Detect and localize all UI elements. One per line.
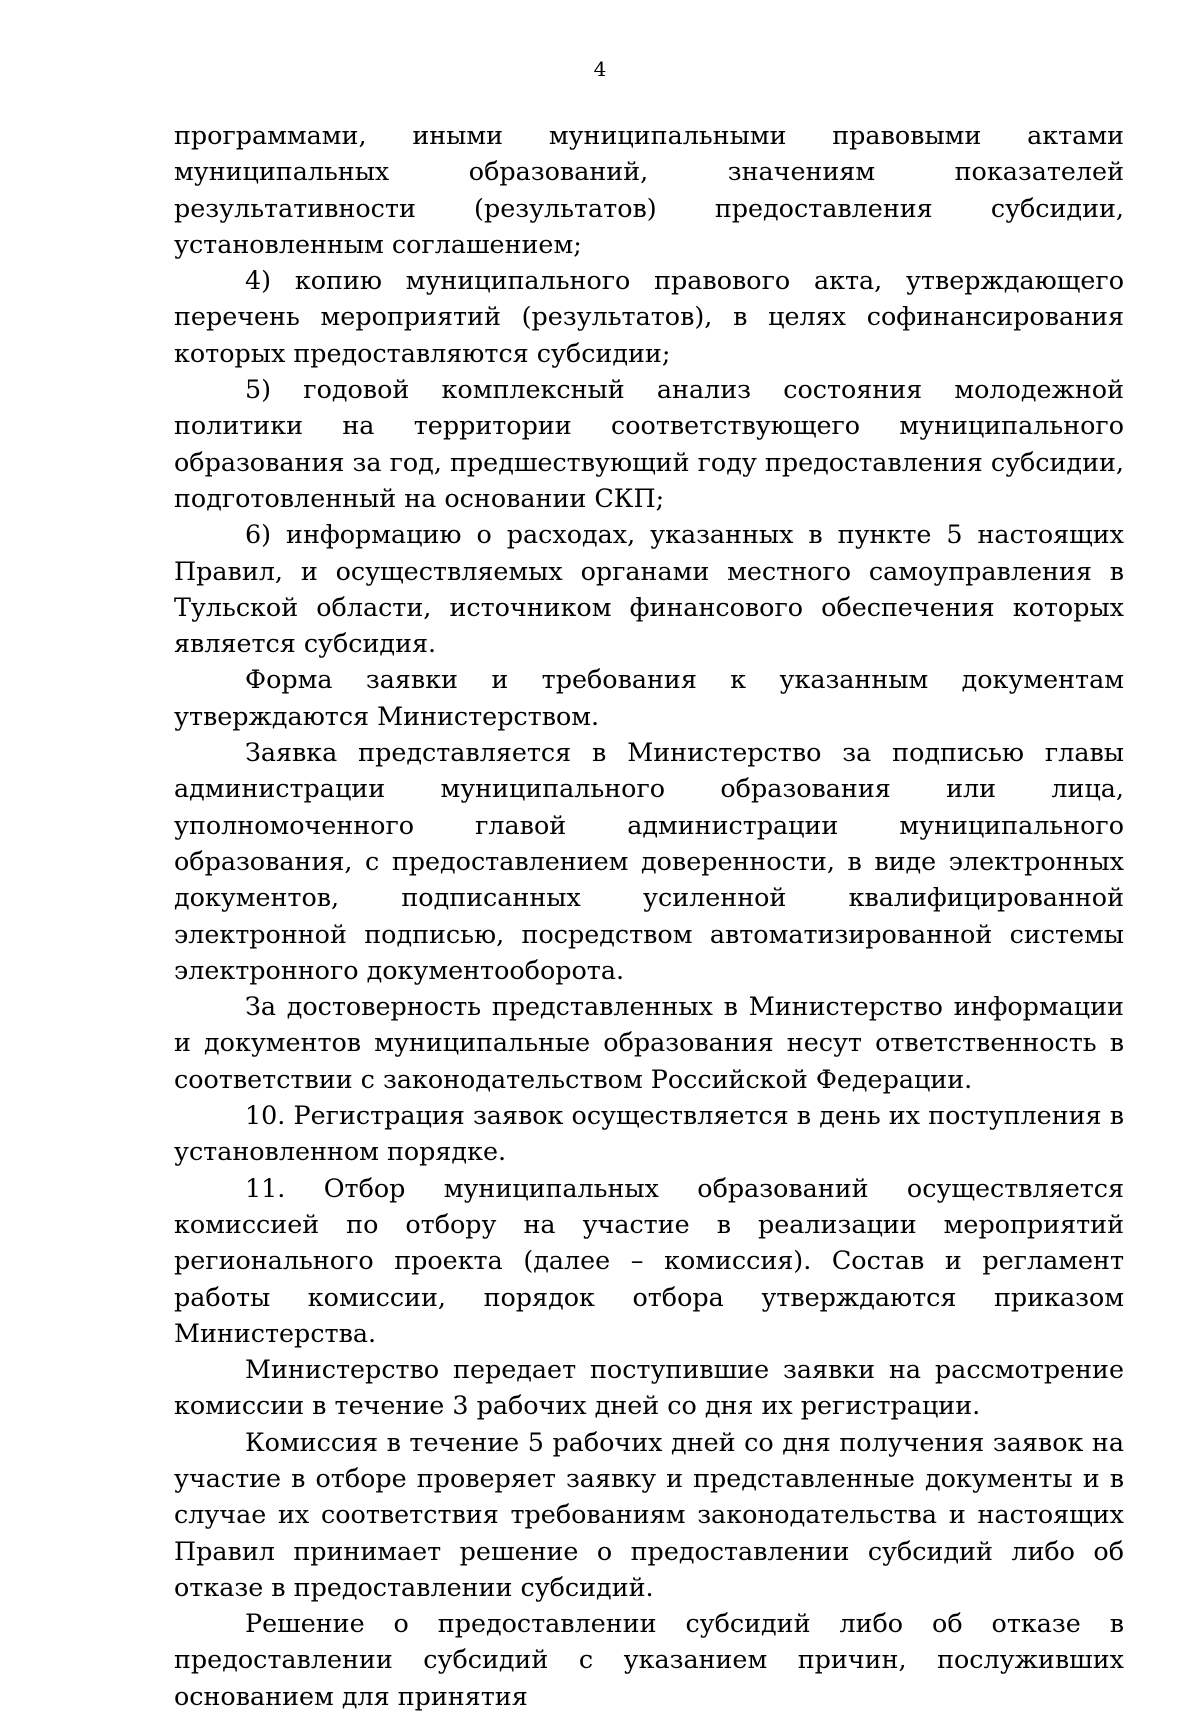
paragraph-item-4: 4) копию муниципального правового акта, утверждающего перечень мероприятий (результатов), в целях софинансирования которых предоставляются субсидии;: [174, 265, 1124, 368]
paragraph-reliability: За достоверность представленных в Министерство информации и документов муниципальные образования несут ответственность в соответствии с законодательством Российской Федерации.: [174, 991, 1124, 1094]
document-body: [174, 117, 1124, 1714]
paragraph-clause-10: 10. Регистрация заявок осуществляется в день их поступления в установленном порядке.: [174, 1100, 1124, 1167]
paragraph-clause-11: 11. Отбор муниципальных образований осуществляется комиссией по отбору на участие в реализации мероприятий регионального проекта (далее – комиссия). Состав и регламент работы комиссии, порядок отбора утверждаются приказом Министерства.: [174, 1172, 1124, 1348]
paragraph-application-form: Форма заявки и требования к указанным документам утверждаются Министерством.: [174, 664, 1124, 731]
paragraph-item-6: 6) информацию о расходах, указанных в пункте 5 настоящих Правил, и осуществляемых органами местного самоуправления в Тульской области, источником финансового обеспечения которых является субсидия.: [174, 519, 1124, 659]
paragraph-item-5: 5) годовой комплексный анализ состояния молодежной политики на территории соответствующего муниципального образования за год, предшествующий году предоставления субсидии, подготовленный на основании СКП;: [174, 374, 1124, 513]
paragraph-application-submission: Заявка представляется в Министерство за подписью главы администрации муниципального образования или лица, уполномоченного главой администрации муниципального образования, с предоставлением доверенности, в виде электронных документов, подписанных усиленной квалифицированной электронной подписью, посредством автоматизированной системы электронного документооборота.: [174, 737, 1124, 985]
page-number: 4: [593, 57, 607, 81]
paragraph-decision: Решение о предоставлении субсидий либо об отказе в предоставлении субсидий с указанием причин, послуживших основанием для принятия: [174, 1608, 1124, 1711]
paragraph-commission-review: Комиссия в течение 5 рабочих дней со дня получения заявок на участие в отборе проверяет заявку и представленные документы и в случае их соответствия требованиям законодательства и настоящих Правил принимает решение о предоставлении субсидий либо об отказе в предоставлении субсидий.: [174, 1426, 1124, 1602]
paragraph-ministry-transfer: Министерство передает поступившие заявки на рассмотрение комиссии в течение 3 рабочих дней со дня их регистрации.: [174, 1354, 1124, 1421]
paragraph-continuation: программами, иными муниципальными правовыми актами муниципальных образований, значениям показателей результативности (результатов) предоставления субсидии, установленным соглашением;: [174, 120, 1124, 259]
